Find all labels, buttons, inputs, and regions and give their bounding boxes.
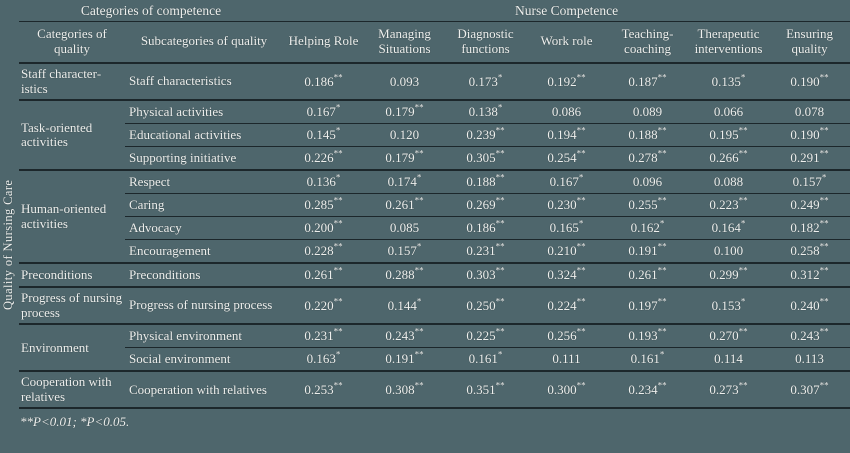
col-header-diagnostic-functions: Diagnostic functions [445,22,526,64]
table-row [19,371,850,408]
significance-marker: ** [576,72,586,83]
significance-marker: ** [495,218,505,229]
correlation-value-cell: 0.266** [688,147,769,171]
significance-marker: ** [495,380,505,391]
correlation-value-cell: 0.254** [526,147,607,171]
category-of-quality-cell: Preconditions [19,263,125,287]
correlation-value-cell: 0.165* [526,217,607,240]
significance-marker: ** [495,172,505,183]
correlation-value-cell: 0.210** [526,240,607,264]
significance-marker: ** [738,326,748,337]
correlation-value-cell: 0.228** [283,240,364,264]
significance-marker: ** [495,326,505,337]
significance-marker: ** [333,148,343,159]
subcategory-of-quality-cell: Progress of nursing process [125,287,283,324]
significance-marker: * [821,172,827,183]
correlation-value-cell: 0.188** [607,124,688,147]
correlation-value-cell: 0.113 [769,348,850,372]
table-row [19,124,850,147]
subcategory-of-quality-cell: Advocacy [125,217,283,240]
significance-marker: ** [333,72,343,83]
correlation-value-cell: 0.186** [445,217,526,240]
subcategory-of-quality-cell: Cooperation with relatives [125,371,283,408]
subcategory-of-quality-cell: Caring [125,194,283,217]
correlation-value-cell: 0.111 [526,348,607,372]
correlation-value-cell: 0.243** [769,324,850,348]
correlation-value-cell: 0.307** [769,371,850,408]
significance-marker: ** [576,148,586,159]
significance-marker: ** [414,380,424,391]
significance-marker: ** [333,296,343,307]
significance-marker: ** [414,349,424,360]
category-of-quality-cell: Human-oriented activities [19,170,125,263]
significance-marker: ** [657,195,667,206]
category-of-quality-cell: Progress of nursing process [19,287,125,324]
significance-marker: ** [819,72,829,83]
table-row [19,324,850,348]
subcategory-of-quality-cell: Supporting initiative [125,147,283,171]
table-row [19,100,850,124]
correlation-value-cell: 0.261** [364,194,445,217]
col-header-categories-of-quality: Categories of quality [19,22,125,64]
correlation-value-cell: 0.261** [283,263,364,287]
correlation-value-cell: 0.190** [769,124,850,147]
significance-marker: * [578,218,584,229]
significance-marker: * [497,72,503,83]
significance-marker: ** [414,265,424,276]
significance-marker: ** [657,326,667,337]
correlation-value-cell: 0.230** [526,194,607,217]
correlation-value-cell: 0.157* [769,170,850,194]
significance-marker: ** [819,380,829,391]
correlation-value-cell: 0.351** [445,371,526,408]
correlation-value-cell: 0.157* [364,240,445,264]
subcategory-of-quality-cell: Social environment [125,348,283,372]
table-body [19,63,850,408]
significance-marker: ** [333,241,343,252]
significance-marker: * [335,125,341,136]
correlation-value-cell: 0.182** [769,217,850,240]
significance-marker: ** [333,326,343,337]
correlation-value-cell: 0.253** [283,371,364,408]
correlation-value-cell: 0.120 [364,124,445,147]
header-categories-of-competence: Categories of competence [19,2,283,22]
significance-marker: ** [576,296,586,307]
correlation-value-cell: 0.191** [607,240,688,264]
significance-marker: ** [333,265,343,276]
correlation-value-cell: 0.250** [445,287,526,324]
significance-marker: ** [657,125,667,136]
significance-marker: ** [819,195,829,206]
correlation-value-cell: 0.200** [283,217,364,240]
correlation-value-cell: 0.135* [688,63,769,100]
subcategory-of-quality-cell: Respect [125,170,283,194]
category-of-quality-cell: Task-oriented activities [19,100,125,170]
correlation-value-cell: 0.308** [364,371,445,408]
category-of-quality-cell: Staff characteristics [19,63,125,100]
correlation-value-cell: 0.136* [283,170,364,194]
table-row [19,240,850,264]
correlation-value-cell: 0.231** [283,324,364,348]
correlation-value-cell: 0.174* [364,170,445,194]
correlation-value-cell: 0.231** [445,240,526,264]
significance-marker: ** [819,296,829,307]
correlation-value-cell: 0.305** [445,147,526,171]
correlation-value-cell: 0.167* [526,170,607,194]
correlation-value-cell: 0.256** [526,324,607,348]
correlation-value-cell: 0.145* [283,124,364,147]
correlation-value-cell: 0.234** [607,371,688,408]
table-row [19,263,850,287]
correlation-value-cell: 0.096 [607,170,688,194]
col-header-subcategories-of-quality: Subcategories of quality [125,22,283,64]
correlation-value-cell: 0.188** [445,170,526,194]
correlation-value-cell: 0.089 [607,100,688,124]
correlation-value-cell: 0.285** [283,194,364,217]
significance-marker: * [416,241,422,252]
col-header-therapeutic-interventions: Therapeutic interventions [688,22,769,64]
significance-marker: ** [657,265,667,276]
correlation-value-cell: 0.269** [445,194,526,217]
category-of-quality-cell: Environment [19,324,125,371]
significance-marker: ** [495,195,505,206]
significance-marker: ** [738,380,748,391]
correlation-value-cell: 0.153* [688,287,769,324]
correlation-value-cell: 0.093 [364,63,445,100]
significance-marker: * [740,72,746,83]
correlation-value-cell: 0.161* [445,348,526,372]
significance-marker: ** [576,241,586,252]
correlation-value-cell: 0.186** [283,63,364,100]
significance-marker: ** [657,380,667,391]
correlation-value-cell: 0.194** [526,124,607,147]
significance-marker: * [740,218,746,229]
significance-marker: * [335,349,341,360]
table-row [19,348,850,372]
correlation-value-cell: 0.114 [688,348,769,372]
significance-marker: ** [819,125,829,136]
correlation-value-cell: 0.300** [526,371,607,408]
significance-marker: ** [738,195,748,206]
significance-marker: ** [576,125,586,136]
table-row [19,147,850,171]
significance-marker: ** [819,265,829,276]
correlation-value-cell: 0.191** [364,348,445,372]
col-header-ensuring-quality: Ensuring quality [769,22,850,64]
correlation-value-cell: 0.270** [688,324,769,348]
col-header-helping-role: Helping Role [283,22,364,64]
correlation-value-cell: 0.258** [769,240,850,264]
correlation-value-cell: 0.273** [688,371,769,408]
correlation-value-cell: 0.312** [769,263,850,287]
significance-marker: ** [576,195,586,206]
correlation-table [19,2,850,409]
correlation-value-cell: 0.226** [283,147,364,171]
table-row [19,217,850,240]
significance-marker: ** [414,102,424,113]
correlation-value-cell: 0.179** [364,100,445,124]
significance-marker: * [335,102,341,113]
correlation-value-cell: 0.220** [283,287,364,324]
table-container [19,2,850,430]
significance-marker: ** [495,296,505,307]
col-header-teaching-coaching: Teaching-coaching [607,22,688,64]
table-row [19,287,850,324]
significance-marker: ** [495,241,505,252]
header-nurse-competence: Nurse Competence [283,2,850,22]
significance-marker: ** [819,148,829,159]
col-header-work-role: Work role [526,22,607,64]
correlation-value-cell: 0.278** [607,147,688,171]
significance-marker: ** [657,72,667,83]
significance-marker: * [497,349,503,360]
table-row [19,63,850,100]
correlation-value-cell: 0.088 [688,170,769,194]
significance-marker: ** [414,195,424,206]
correlation-value-cell: 0.243** [364,324,445,348]
significance-marker: * [740,296,746,307]
significance-marker: ** [576,380,586,391]
significance-marker: * [659,218,665,229]
subcategory-of-quality-cell: Encouragement [125,240,283,264]
correlation-value-cell: 0.224** [526,287,607,324]
correlation-value-cell: 0.167* [283,100,364,124]
significance-marker: ** [738,148,748,159]
subcategory-of-quality-cell: Physical environment [125,324,283,348]
correlation-value-cell: 0.190** [769,63,850,100]
correlation-value-cell: 0.173* [445,63,526,100]
correlation-value-cell: 0.193** [607,324,688,348]
significance-marker: ** [819,326,829,337]
significance-marker: ** [657,296,667,307]
significance-marker: ** [414,148,424,159]
correlation-value-cell: 0.078 [769,100,850,124]
subcategory-of-quality-cell: Preconditions [125,263,283,287]
vertical-axis-label: Quality of Nursing Care [1,179,15,311]
correlation-value-cell: 0.066 [688,100,769,124]
correlation-value-cell: 0.162* [607,217,688,240]
subcategory-of-quality-cell: Physical activities [125,100,283,124]
correlation-value-cell: 0.288** [364,263,445,287]
correlation-value-cell: 0.255** [607,194,688,217]
significance-marker: * [335,172,341,183]
correlation-value-cell: 0.223** [688,194,769,217]
significance-marker: ** [495,125,505,136]
significance-marker: * [416,296,422,307]
significance-marker: * [659,349,665,360]
correlation-value-cell: 0.163* [283,348,364,372]
correlation-value-cell: 0.085 [364,217,445,240]
correlation-value-cell: 0.179** [364,147,445,171]
table-row [19,194,850,217]
significance-marker: * [497,102,503,113]
significance-marker: ** [657,148,667,159]
correlation-value-cell: 0.225** [445,324,526,348]
correlation-value-cell: 0.249** [769,194,850,217]
col-header-managing-situations: Managing Situations [364,22,445,64]
significance-marker: ** [576,265,586,276]
correlation-value-cell: 0.195** [688,124,769,147]
correlation-value-cell: 0.138* [445,100,526,124]
subcategory-of-quality-cell: Staff characteristics [125,63,283,100]
column-header-row [19,22,850,64]
category-of-quality-cell: Cooperation with relatives [19,371,125,408]
significance-marker: ** [333,195,343,206]
significance-marker: ** [738,265,748,276]
significance-marker: * [578,172,584,183]
correlation-value-cell: 0.086 [526,100,607,124]
correlation-value-cell: 0.291** [769,147,850,171]
correlation-value-cell: 0.144* [364,287,445,324]
correlation-value-cell: 0.161* [607,348,688,372]
significance-marker: ** [495,148,505,159]
subcategory-of-quality-cell: Educational activities [125,124,283,147]
significance-marker: ** [819,241,829,252]
correlation-value-cell: 0.299** [688,263,769,287]
significance-marker: ** [819,218,829,229]
significance-footnote: **P<0.01; *P<0.05. [20,414,130,430]
correlation-value-cell: 0.324** [526,263,607,287]
significance-marker: ** [333,380,343,391]
significance-marker: ** [414,326,424,337]
correlation-value-cell: 0.261** [607,263,688,287]
significance-marker: ** [333,218,343,229]
table-row [19,170,850,194]
spanning-header-row [19,2,850,22]
significance-marker: * [416,172,422,183]
correlation-value-cell: 0.100 [688,240,769,264]
correlation-value-cell: 0.192** [526,63,607,100]
significance-marker: ** [738,125,748,136]
correlation-value-cell: 0.240** [769,287,850,324]
significance-marker: ** [576,326,586,337]
correlation-value-cell: 0.239** [445,124,526,147]
significance-marker: ** [657,241,667,252]
correlation-value-cell: 0.303** [445,263,526,287]
correlation-value-cell: 0.164* [688,217,769,240]
significance-marker: ** [495,265,505,276]
correlation-value-cell: 0.187** [607,63,688,100]
correlation-value-cell: 0.197** [607,287,688,324]
